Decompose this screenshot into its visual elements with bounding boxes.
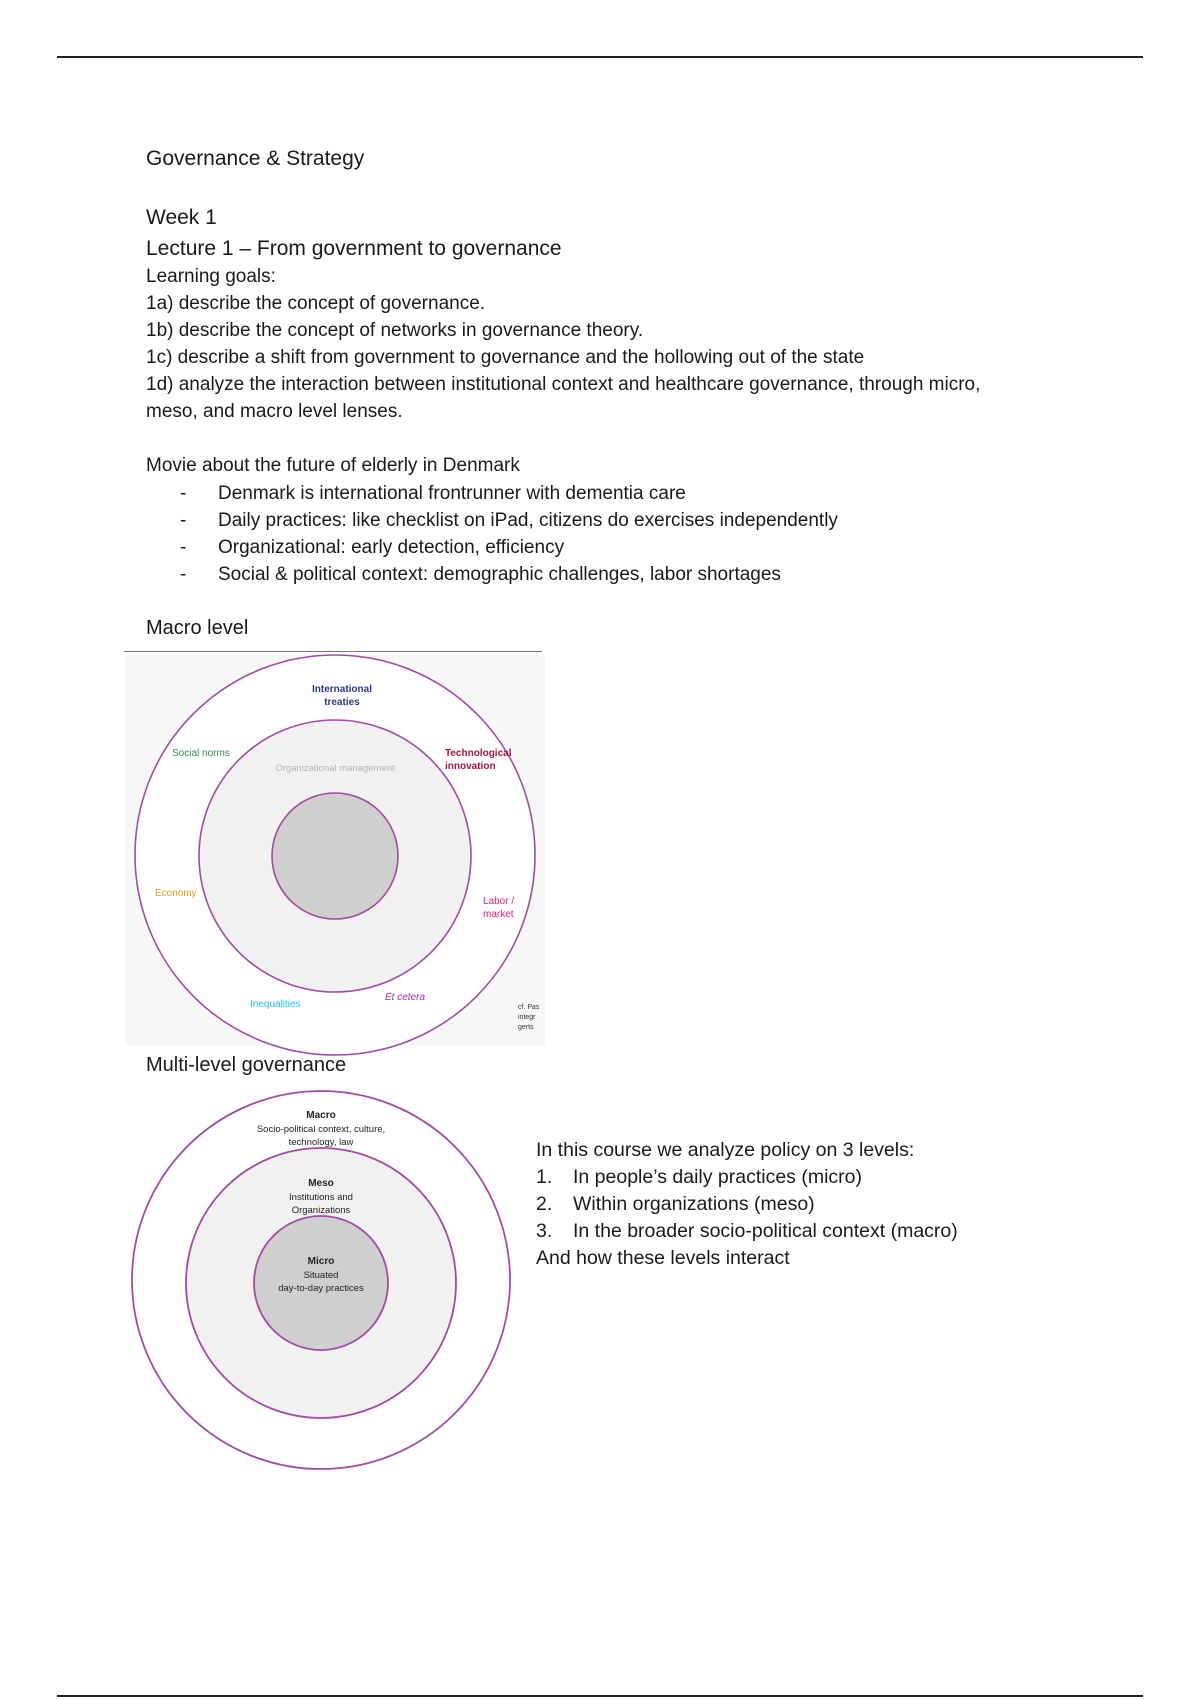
macro-level-diagram xyxy=(120,655,550,1045)
list-item: 2. Within organizations (meso) xyxy=(536,1193,815,1215)
learning-goals-label: Learning goals: xyxy=(146,266,276,287)
learning-goal: 1b) describe the concept of networks in governance theory. xyxy=(146,320,644,341)
label-inequalities: Inequalities xyxy=(250,999,301,1010)
multi-level-governance-heading: Multi-level governance xyxy=(146,1054,347,1076)
label-economy: Economy xyxy=(155,888,197,899)
meso-title: Meso xyxy=(308,1178,334,1189)
macro-subtitle: Socio-political context, culture, technology, law xyxy=(256,1124,386,1148)
label-labor-market: Labor / market xyxy=(483,896,515,920)
label-organizational-management: Organizational management xyxy=(275,763,395,774)
macro-title: Macro xyxy=(306,1110,336,1121)
label-international: International treaties xyxy=(311,684,373,708)
label-et-cetera: Et cetera xyxy=(385,992,426,1003)
course-outro: And how these levels interact xyxy=(536,1247,790,1269)
learning-goals xyxy=(146,263,1066,425)
list-item: - Denmark is international frontrunner with dementia care xyxy=(180,480,838,507)
course-levels-list xyxy=(536,1164,958,1245)
macro-heading-underline xyxy=(124,651,542,652)
week-heading: Week 1 xyxy=(146,206,217,229)
movie-heading: Movie about the future of elderly in Denmark xyxy=(146,455,520,476)
course-levels-text xyxy=(536,1137,958,1272)
document-title: Governance & Strategy xyxy=(146,147,365,170)
meso-subtitle: Institutions and Organizations xyxy=(289,1192,353,1216)
movie-bullet-list xyxy=(180,480,838,588)
top-rule xyxy=(57,56,1143,58)
label-technological-innovation: Technological innovation xyxy=(445,748,512,772)
bottom-rule xyxy=(57,1695,1143,1697)
learning-goal: 1c) describe a shift from government to governance and the hollowing out of the state xyxy=(146,347,865,368)
micro-subtitle: Situated day-to-day practices xyxy=(278,1270,364,1294)
micro-title: Micro xyxy=(307,1256,335,1267)
course-intro: In this course we analyze policy on 3 levels: xyxy=(536,1139,915,1161)
corner-note: cf. Pas integr gerts xyxy=(518,1004,540,1031)
list-item: - Organizational: early detection, efficiency xyxy=(180,534,838,561)
inner-circle xyxy=(272,793,398,919)
macro-level-heading: Macro level xyxy=(146,617,249,639)
lecture-heading: Lecture 1 – From government to governance xyxy=(146,237,562,260)
learning-goal: meso, and macro level lenses. xyxy=(146,401,403,422)
learning-goal: 1d) analyze the interaction between institutional context and healthcare governance, through micro, xyxy=(146,374,981,395)
list-item: 3. In the broader socio-political context (macro) xyxy=(536,1220,958,1242)
list-item: - Social & political context: demographic challenges, labor shortages xyxy=(180,561,838,588)
list-item: 1. In people’s daily practices (micro) xyxy=(536,1166,863,1188)
learning-goal: 1a) describe the concept of governance. xyxy=(146,293,486,314)
list-item: - Daily practices: like checklist on iPad, citizens do exercises independently xyxy=(180,507,838,534)
label-social-norms: Social norms xyxy=(172,748,230,759)
multi-level-governance-diagram xyxy=(118,1090,528,1470)
